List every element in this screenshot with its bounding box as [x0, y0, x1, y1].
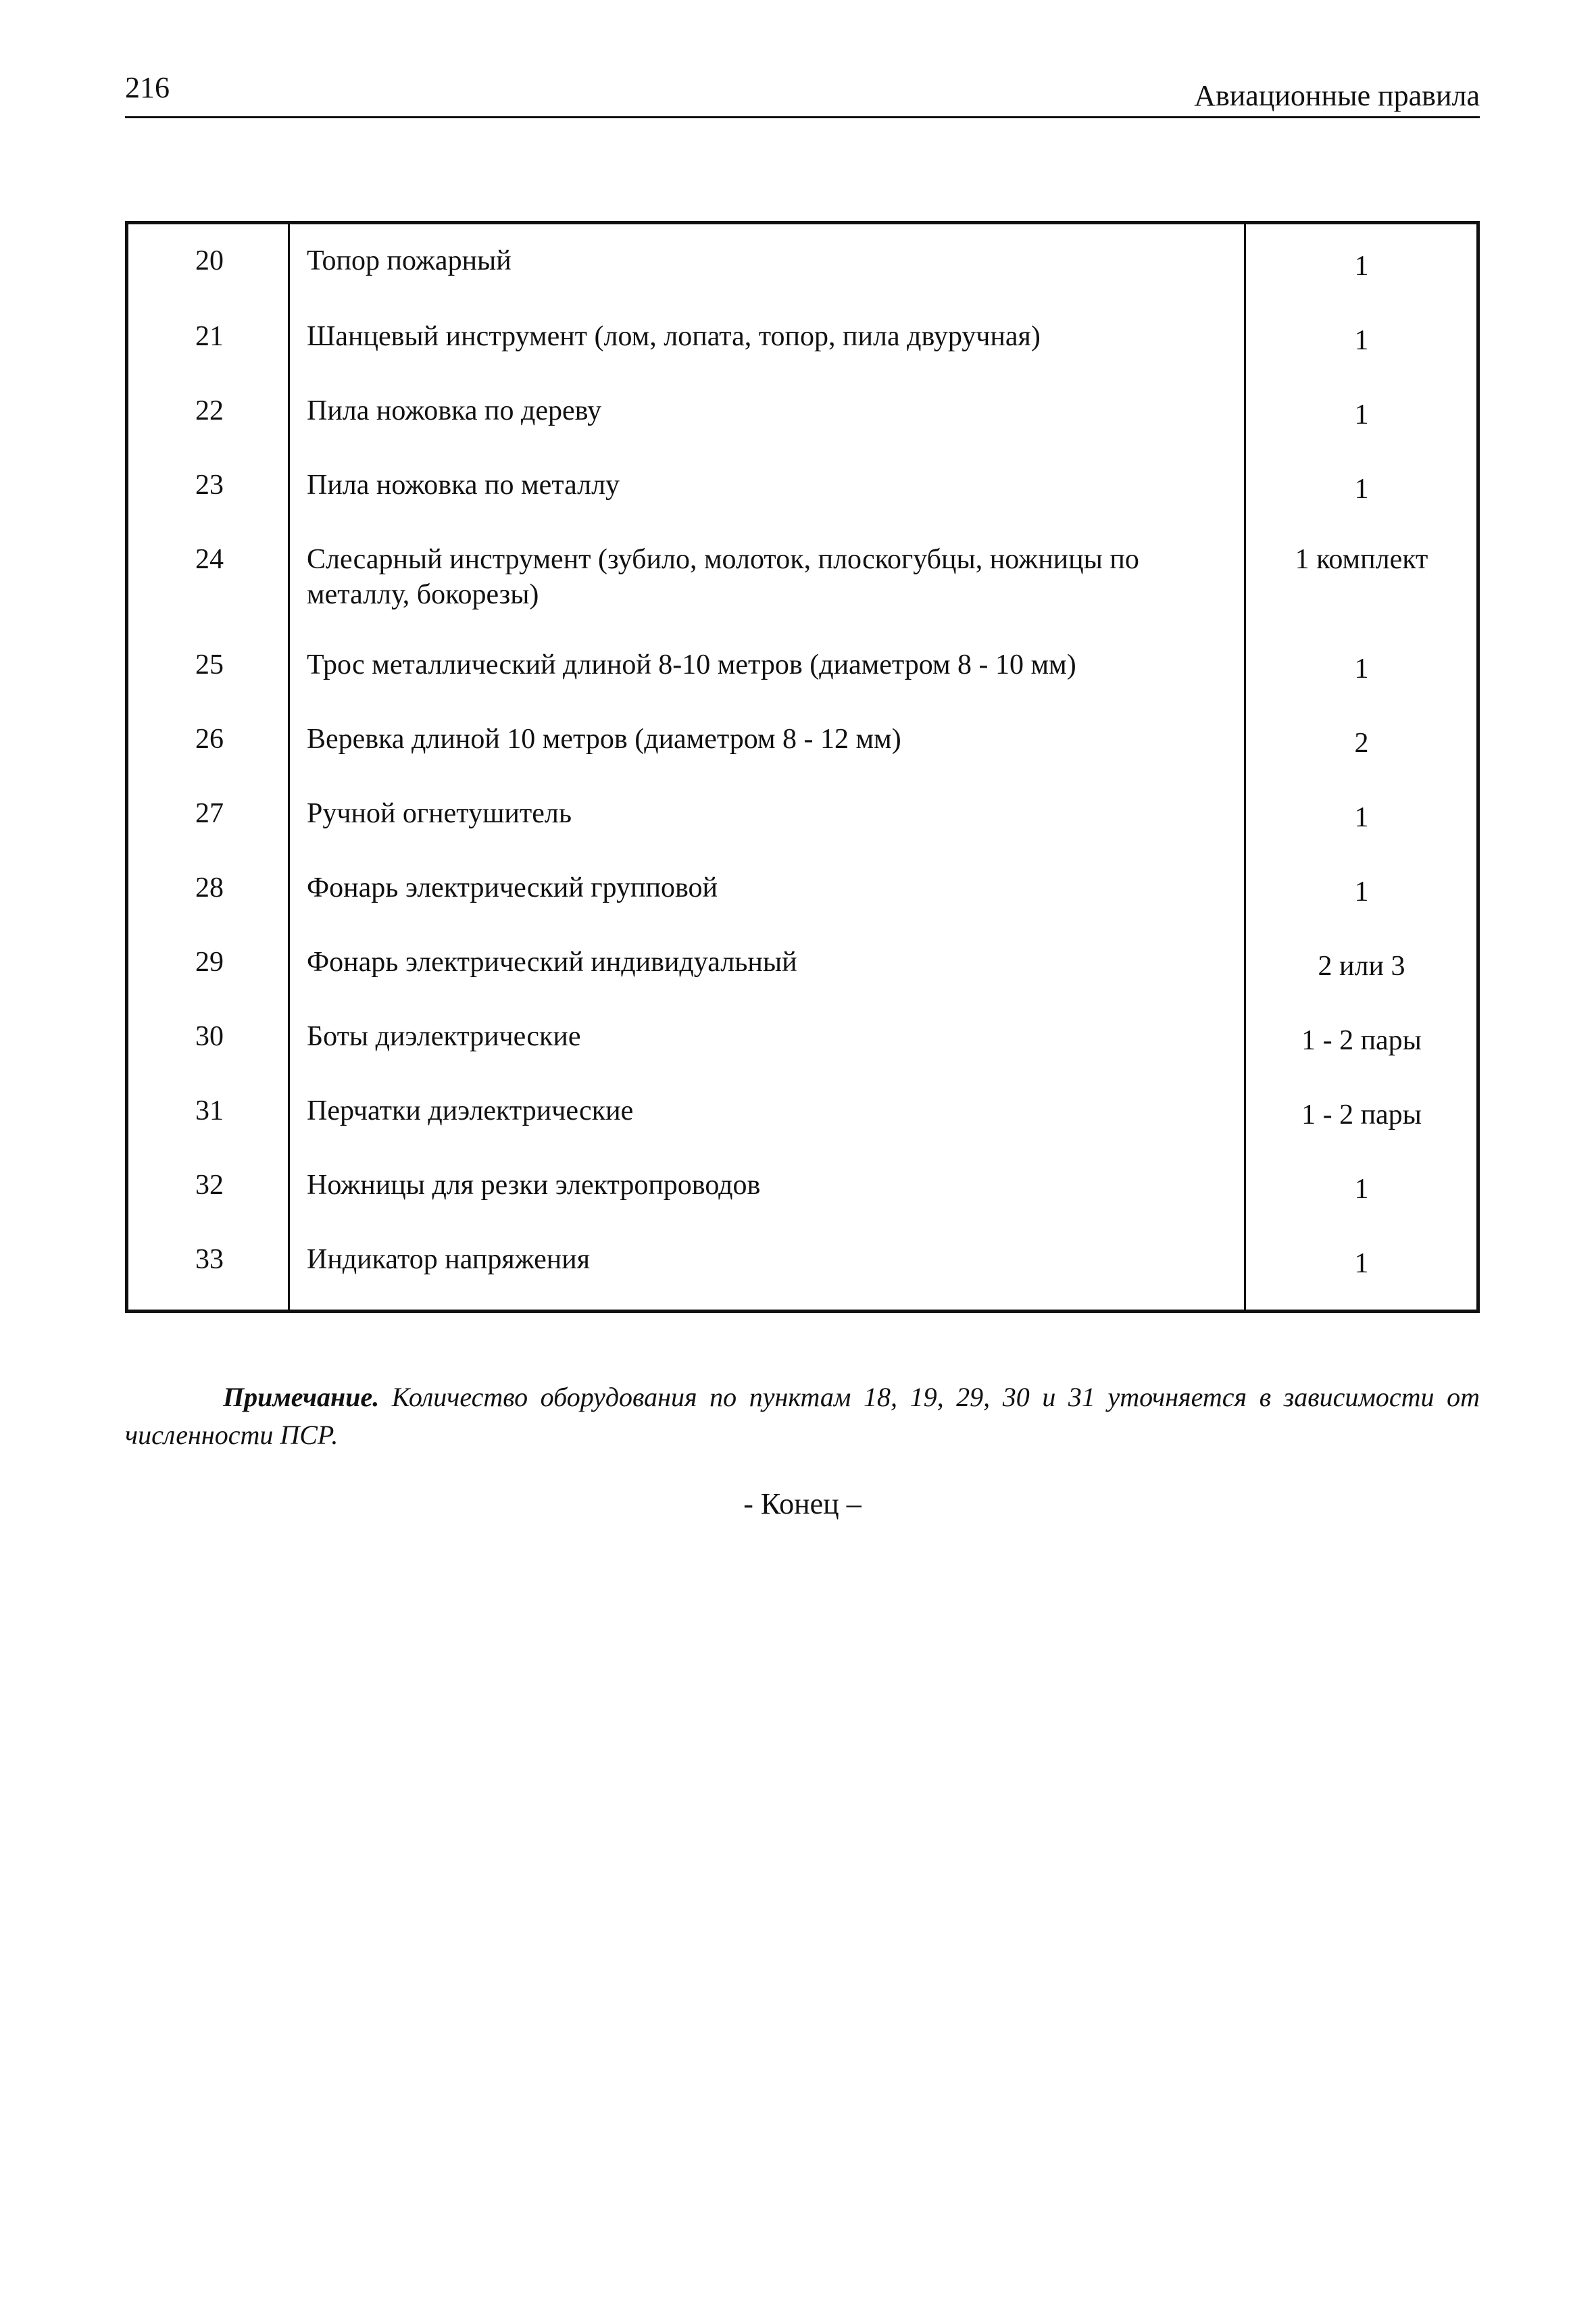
row-number: 22 [195, 395, 224, 426]
table-row [128, 284, 1476, 358]
page-number: 216 [125, 71, 170, 104]
item-quantity: 1 [1354, 251, 1369, 282]
item-name: Ножницы для резки электропроводов [307, 1170, 761, 1201]
item-quantity: 2 или 3 [1318, 951, 1405, 982]
item-quantity: 1 [1354, 1174, 1369, 1205]
row-number: 30 [195, 1021, 224, 1052]
item-quantity: 1 комплект [1295, 544, 1428, 575]
item-name: Топор пожарный [307, 245, 512, 276]
item-name: Фонарь электрический индивидуальный [307, 947, 797, 978]
row-number: 25 [195, 649, 224, 680]
item-quantity: 1 [1354, 653, 1369, 684]
item-quantity: 1 [1354, 802, 1369, 833]
row-number: 23 [195, 470, 224, 501]
row-number: 29 [195, 947, 224, 978]
column-divider [1244, 224, 1246, 1310]
item-name: Ручной огнетушитель [307, 798, 572, 829]
item-name: Перчатки диэлектрические [307, 1095, 634, 1126]
end-mark: - Конец – [743, 1487, 862, 1520]
table-row [128, 835, 1476, 910]
row-number: 31 [195, 1095, 224, 1126]
row-number: 20 [195, 245, 224, 276]
item-quantity: 1 [1354, 474, 1369, 505]
table-note [125, 1378, 1480, 1454]
item-quantity: 1 [1354, 399, 1369, 430]
running-title: Авиационные правила [1194, 79, 1480, 112]
item-name: Трос металлический длиной 8-10 метров (диаметром 8 - 10 мм) [307, 649, 1076, 680]
item-quantity: 1 [1354, 325, 1369, 356]
item-quantity: 1 - 2 пары [1301, 1025, 1422, 1056]
table-row [128, 358, 1476, 432]
item-name: Пила ножовка по дереву [307, 395, 602, 426]
item-quantity: 1 [1354, 1248, 1369, 1279]
table-row [128, 984, 1476, 1058]
table-row [128, 1132, 1476, 1207]
row-number: 32 [195, 1170, 224, 1201]
table-row [128, 910, 1476, 984]
table-row [128, 1207, 1476, 1281]
item-name: Индикатор напряжения [307, 1244, 591, 1275]
note-text: Количество оборудования по пунктам 18, 19, 29, 30 и 31 уточняется в зависимости от численности ПСР. [125, 1382, 1480, 1450]
table-row [128, 612, 1476, 687]
row-number: 28 [195, 872, 224, 903]
row-number: 33 [195, 1244, 224, 1275]
item-name: Боты диэлектрические [307, 1021, 581, 1052]
item-name: Веревка длиной 10 метров (диаметром 8 - 12 мм) [307, 724, 901, 755]
row-number: 26 [195, 724, 224, 755]
row-number: 24 [195, 544, 224, 575]
table-row [128, 228, 1476, 284]
equipment-table-grid [128, 228, 1476, 1281]
item-quantity: 1 - 2 пары [1301, 1099, 1422, 1130]
item-name: Фонарь электрический групповой [307, 872, 718, 903]
item-name: Пила ножовка по металлу [307, 470, 620, 501]
table-row [128, 432, 1476, 507]
row-number: 21 [195, 321, 224, 352]
item-name: Шанцевый инструмент (лом, лопата, топор, пила двуручная) [307, 321, 1041, 352]
table-row [128, 1058, 1476, 1132]
note-label: Примечание. [223, 1382, 380, 1412]
item-name: Слесарный инструмент (зубило, молоток, плоскогубцы, ножницы по металлу, бокорезы) [307, 544, 1139, 610]
item-quantity: 1 [1354, 876, 1369, 907]
table-row [128, 687, 1476, 761]
item-quantity: 2 [1354, 728, 1369, 759]
page-header [125, 68, 1480, 118]
table-row [128, 761, 1476, 835]
equipment-table [125, 221, 1480, 1313]
column-divider [288, 224, 290, 1310]
table-row [128, 507, 1476, 612]
row-number: 27 [195, 798, 224, 829]
